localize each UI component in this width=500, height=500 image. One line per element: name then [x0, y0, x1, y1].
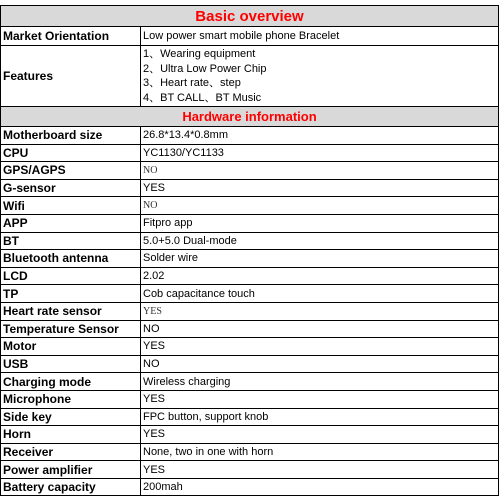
- spec-label: Battery capacity: [1, 479, 141, 496]
- spec-value: 2.02: [141, 268, 499, 285]
- spec-value: 5.0+5.0 Dual-mode: [141, 233, 499, 250]
- features-list: [141, 46, 499, 106]
- spec-label: Heart rate sensor: [1, 303, 141, 320]
- spec-value: FPC button, support knob: [141, 409, 499, 426]
- hardware-rows: [1, 127, 499, 496]
- spec-label: Power amplifier: [1, 461, 141, 478]
- spec-label: Temperature Sensor: [1, 321, 141, 338]
- table-row: [1, 409, 499, 427]
- table-row: [1, 162, 499, 180]
- spec-value: YES: [141, 180, 499, 197]
- spec-value: NO: [141, 356, 499, 373]
- spec-value: 26.8*13.4*0.8mm: [141, 127, 499, 144]
- spec-label: Bluetooth antenna: [1, 250, 141, 267]
- market-orientation-label: Market Orientation: [1, 27, 141, 45]
- table-row: [1, 338, 499, 356]
- spec-value: YES: [141, 391, 499, 408]
- table-row: [1, 356, 499, 374]
- spec-label: Receiver: [1, 444, 141, 461]
- spec-label: LCD: [1, 268, 141, 285]
- table-row: [1, 180, 499, 198]
- hardware-information-header: [1, 107, 499, 127]
- hardware-information-title: Hardware information: [182, 109, 317, 124]
- feature-item: 2、Ultra Low Power Chip: [143, 62, 267, 75]
- spec-value: Fitpro app: [141, 215, 499, 232]
- table-row: [1, 27, 499, 46]
- spec-label: Motherboard size: [1, 127, 141, 144]
- spec-value: NO: [141, 197, 499, 214]
- spec-label: BT: [1, 233, 141, 250]
- spec-label: Microphone: [1, 391, 141, 408]
- table-row: [1, 46, 499, 107]
- table-row: [1, 479, 499, 497]
- spec-label: USB: [1, 356, 141, 373]
- spec-value: Solder wire: [141, 250, 499, 267]
- table-row: [1, 197, 499, 215]
- spec-label: APP: [1, 215, 141, 232]
- table-row: [1, 373, 499, 391]
- feature-item: 4、BT CALL、BT Music: [143, 91, 262, 104]
- table-row: [1, 127, 499, 145]
- table-row: [1, 461, 499, 479]
- spec-table: [0, 5, 499, 496]
- table-row: [1, 303, 499, 321]
- spec-value: None, two in one with horn: [141, 444, 499, 461]
- feature-item: 3、Heart rate、step: [143, 77, 241, 89]
- spec-label: TP: [1, 285, 141, 302]
- features-label: Features: [1, 46, 141, 106]
- feature-item: 1、Wearing equipment: [143, 48, 256, 60]
- basic-overview-header: [1, 6, 499, 27]
- market-orientation-value: Low power smart mobile phone Bracelet: [141, 27, 499, 45]
- table-row: [1, 391, 499, 409]
- table-row: [1, 233, 499, 251]
- spec-value: YES: [141, 303, 499, 320]
- spec-label: G-sensor: [1, 180, 141, 197]
- spec-value: Cob capacitance touch: [141, 285, 499, 302]
- table-row: [1, 321, 499, 339]
- spec-value: NO: [141, 162, 499, 179]
- spec-value: YES: [141, 461, 499, 478]
- spec-label: Horn: [1, 426, 141, 443]
- spec-label: Side key: [1, 409, 141, 426]
- table-row: [1, 145, 499, 163]
- spec-value: YES: [141, 426, 499, 443]
- spec-value: NO: [141, 321, 499, 338]
- spec-value: YES: [141, 338, 499, 355]
- spec-label: CPU: [1, 145, 141, 162]
- spec-label: Charging mode: [1, 373, 141, 390]
- spec-label: GPS/AGPS: [1, 162, 141, 179]
- spec-label: Motor: [1, 338, 141, 355]
- table-row: [1, 215, 499, 233]
- spec-value: YC1130/YC1133: [141, 145, 499, 162]
- table-row: [1, 268, 499, 286]
- spec-value: Wireless charging: [141, 373, 499, 390]
- table-row: [1, 250, 499, 268]
- table-row: [1, 285, 499, 303]
- table-row: [1, 426, 499, 444]
- basic-overview-title: Basic overview: [195, 7, 304, 25]
- spec-label: Wifi: [1, 197, 141, 214]
- table-row: [1, 444, 499, 462]
- spec-value: 200mah: [141, 479, 499, 496]
